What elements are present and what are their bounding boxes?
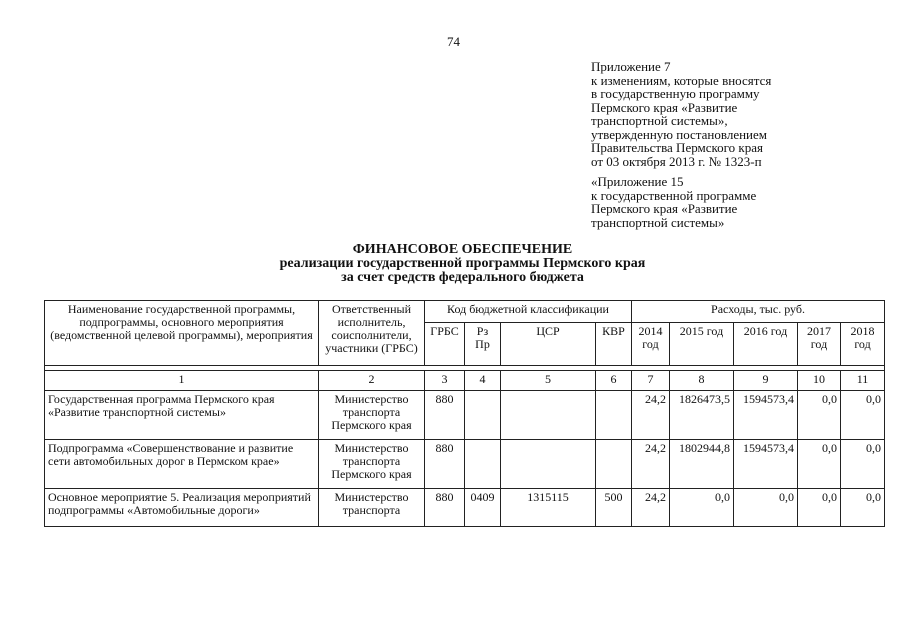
document-title: ФИНАНСОВОЕ ОБЕСПЕЧЕНИЕ — [352, 242, 573, 257]
row-2018: 0,0 — [841, 440, 885, 489]
column-number: 1 — [45, 371, 319, 391]
appendix-line: к государственной программе — [591, 187, 757, 203]
row-2015: 1802944,8 — [670, 440, 734, 489]
column-number: 2 — [319, 371, 425, 391]
header-code-group: Код бюджетной классификации — [425, 301, 632, 323]
row-executor: Министерство транспорта Пермского края — [319, 391, 425, 440]
appendix-line: транспортной системы», — [591, 113, 728, 128]
page-number: 74 — [447, 34, 460, 49]
appendix-line: Пермского края «Развитие — [591, 99, 738, 115]
row-2016: 1594573,4 — [734, 440, 798, 489]
appendix-note-block — [591, 60, 771, 168]
appendix-line: Приложение 7 — [591, 59, 671, 74]
financing-table — [44, 300, 885, 527]
row-2017: 0,0 — [798, 391, 841, 440]
header-2018: 2018 год — [841, 323, 885, 366]
table-row — [45, 440, 885, 489]
row-2015: 1826473,5 — [670, 391, 734, 440]
row-grbs: 880 — [425, 391, 465, 440]
table-row — [45, 391, 885, 440]
row-2014: 24,2 — [632, 440, 670, 489]
header-name: Наименование государственной программы, подпрограммы, основного мероприятия (ведомственной целевой программы), мероприятия — [45, 301, 319, 366]
document-subtitle-2: за счет средств федерального бюджета — [341, 270, 584, 285]
column-number: 8 — [670, 371, 734, 391]
header-expense-group: Расходы, тыс. руб. — [632, 301, 885, 323]
appendix-line: от 03 октября 2013 г. № 1323-п — [591, 153, 762, 169]
appendix-line: Пермского края «Развитие — [591, 201, 738, 216]
row-csr — [501, 440, 596, 489]
row-rzpr — [465, 440, 501, 489]
column-number: 6 — [596, 371, 632, 391]
row-name: Государственная программа Пермского края «Развитие транспортной системы» — [45, 391, 319, 440]
header-rzpr: Рз Пр — [465, 323, 501, 366]
header-executor: Ответственный исполнитель, соисполнители, участники (ГРБС) — [319, 301, 425, 366]
appendix-line: «Приложение 15 — [591, 174, 684, 189]
column-number: 9 — [734, 371, 798, 391]
table-row — [45, 489, 885, 527]
row-2016: 1594573,4 — [734, 391, 798, 440]
row-executor: Министерство транспорта — [319, 489, 425, 527]
column-number: 7 — [632, 371, 670, 391]
row-2018: 0,0 — [841, 391, 885, 440]
row-executor: Министерство транспорта Пермского края — [319, 440, 425, 489]
row-2014: 24,2 — [632, 489, 670, 527]
column-number: 5 — [501, 371, 596, 391]
appendix-line: в государственную программу — [591, 86, 760, 101]
column-number: 10 — [798, 371, 841, 391]
row-2018: 0,0 — [841, 489, 885, 527]
row-2014: 24,2 — [632, 391, 670, 440]
column-number: 3 — [425, 371, 465, 391]
appendix-line: транспортной системы» — [591, 214, 725, 230]
row-2017: 0,0 — [798, 489, 841, 527]
row-2015: 0,0 — [670, 489, 734, 527]
header-kvr: КВР — [596, 323, 632, 366]
appendix-line: Правительства Пермского края — [591, 140, 763, 155]
row-2017: 0,0 — [798, 440, 841, 489]
header-2017: 2017 год — [798, 323, 841, 366]
row-name: Основное мероприятие 5. Реализация мероприятий подпрограммы «Автомобильные дороги» — [45, 489, 319, 527]
document-subtitle: реализации государственной программы Пермского края — [279, 256, 646, 271]
row-csr — [501, 391, 596, 440]
row-kvr — [596, 391, 632, 440]
appendix-reference-block — [591, 175, 756, 229]
header-2014: 2014 год — [632, 323, 670, 366]
row-name: Подпрограмма «Совершенствование и развитие сети автомобильных дорог в Пермском крае» — [45, 440, 319, 489]
row-rzpr — [465, 391, 501, 440]
row-kvr — [596, 440, 632, 489]
column-number: 11 — [841, 371, 885, 391]
header-csr: ЦСР — [501, 323, 596, 366]
header-2015: 2015 год — [670, 323, 734, 366]
row-grbs: 880 — [425, 489, 465, 527]
row-grbs: 880 — [425, 440, 465, 489]
header-2016: 2016 год — [734, 323, 798, 366]
row-csr: 1315115 — [501, 489, 596, 527]
row-kvr: 500 — [596, 489, 632, 527]
appendix-line: к изменениям, которые вносятся — [591, 72, 772, 88]
column-number: 4 — [465, 371, 501, 391]
header-grbs: ГРБС — [425, 323, 465, 366]
appendix-line: утвержденную постановлением — [591, 126, 768, 142]
row-2016: 0,0 — [734, 489, 798, 527]
row-rzpr: 0409 — [465, 489, 501, 527]
